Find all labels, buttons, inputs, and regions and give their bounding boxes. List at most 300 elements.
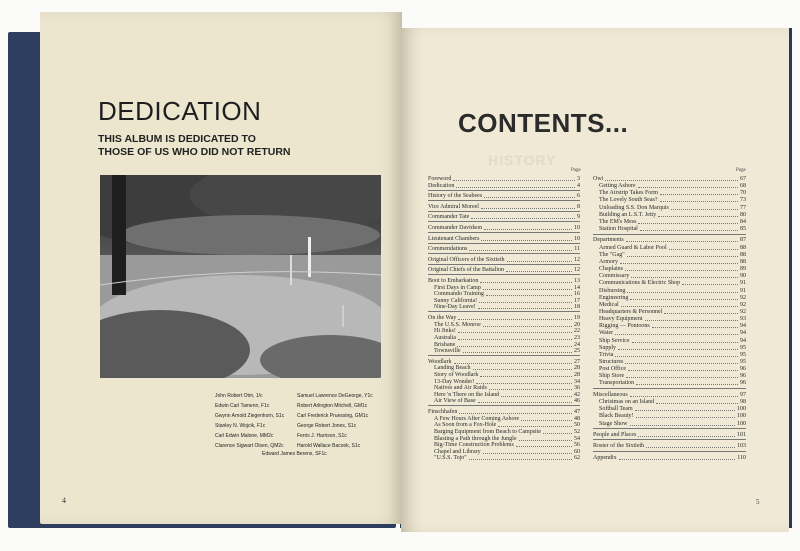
- toc-entry-page: 103: [737, 443, 746, 450]
- toc-entry-page: 92: [740, 301, 746, 308]
- toc-leader-dots: [660, 201, 739, 202]
- toc-entry-title: Departments: [593, 237, 624, 244]
- toc-leader-dots: [625, 270, 738, 271]
- toc-divider: [593, 388, 746, 389]
- toc-leader-dots: [669, 249, 738, 250]
- toc-entry-page: 9: [577, 214, 580, 221]
- toc-entry-title: Unloading S.S. Don Marquis: [599, 204, 669, 211]
- toc-entry-title: Foreword: [428, 176, 452, 182]
- toc-entry-page: 16: [574, 291, 580, 298]
- toc-entry-title: Structures: [599, 359, 624, 366]
- toc-entry-title: 13-Day Wonder!: [434, 378, 475, 385]
- toc-leader-dots: [457, 346, 572, 347]
- toc-entry-page: 101: [737, 431, 746, 438]
- toc-entry: [599, 366, 746, 373]
- memorial-name: Carl Frederick Pruessing, GM1c: [297, 413, 369, 419]
- toc-leader-dots: [620, 263, 738, 264]
- toc-entry-title: People and Places: [593, 431, 637, 438]
- toc-leader-dots: [652, 327, 738, 328]
- toc-entry-page: 96: [740, 380, 746, 387]
- toc-entry-title: Rigging — Pontoons: [599, 323, 650, 330]
- toc-entry: [428, 193, 580, 200]
- toc-leader-dots: [660, 194, 738, 195]
- toc-entry: [599, 421, 746, 428]
- toc-entry: [599, 380, 746, 387]
- toc-entry-title: Christmas on an Island: [599, 399, 655, 406]
- toc-entry-title: Australia: [434, 334, 456, 341]
- toc-entry-title: A Few Hours After Coming Ashore: [434, 415, 520, 422]
- ghost-text: HISTORY: [488, 152, 557, 168]
- toc-entry: [434, 455, 580, 462]
- toc-entry-page: 46: [574, 398, 580, 405]
- toc-entry-page: 97: [740, 391, 746, 398]
- toc-entry-title: "U.S.S. Tojo": [434, 455, 467, 462]
- toc-entry-page: 28: [574, 365, 580, 372]
- toc-entry: [593, 392, 746, 399]
- toc-entry-title: Transportation: [599, 380, 635, 387]
- toc-leader-dots: [498, 426, 572, 427]
- toc-entry-page: 34: [574, 378, 580, 385]
- toc-leader-dots: [486, 295, 572, 296]
- toc-leader-dots: [481, 208, 575, 209]
- toc-entry: [599, 219, 746, 226]
- dedication-subtitle: [98, 133, 318, 159]
- toc-entry: [593, 443, 746, 450]
- toc-entry: [599, 288, 746, 295]
- toc-entry-page: 100: [737, 406, 746, 413]
- toc-entry-page: 95: [740, 359, 746, 366]
- toc-leader-dots: [626, 241, 738, 242]
- toc-entry-title: Post Office: [599, 366, 627, 373]
- toc-entry: [599, 330, 746, 337]
- memorial-name: Samuel Lawrence DeGeorge, Y1c: [297, 393, 373, 399]
- toc-entry-page: 22: [574, 328, 580, 335]
- toc-divider: [428, 232, 580, 233]
- page-number-right: 5: [756, 498, 760, 506]
- toc-entry-page: 93: [740, 316, 746, 323]
- toc-entry-title: Finschhafen: [428, 409, 458, 416]
- toc-entry: [593, 455, 746, 462]
- toc-entry-title: Headquarters & Personnel: [599, 308, 663, 315]
- toc-leader-dots: [521, 420, 572, 421]
- toc-entry-title: Original Chiefs of the Battalion: [428, 267, 504, 274]
- toc-entry-page: 42: [574, 391, 580, 398]
- toc-leader-dots: [656, 403, 738, 404]
- toc-entry-page: 13: [574, 277, 580, 284]
- toc-entry-title: Brisbane: [434, 341, 456, 348]
- toc-entry-title: Appendix: [593, 454, 617, 461]
- toc-entry-page: 96: [740, 373, 746, 380]
- toc-entry-page: 3: [577, 176, 580, 182]
- toc-leader-dots: [454, 363, 572, 364]
- toc-leader-dots: [479, 302, 572, 303]
- toc-entry-title: Landing Beach: [434, 365, 471, 372]
- toc-leader-dots: [458, 319, 572, 320]
- toc-leader-dots: [469, 250, 572, 251]
- toc-entry-page: 12: [574, 267, 580, 274]
- toc-entry-page: 54: [574, 435, 580, 442]
- toc-entry-page: 84: [740, 218, 746, 225]
- toc-entry: [599, 406, 746, 413]
- toc-divider: [428, 200, 580, 201]
- toc-leader-dots: [483, 289, 572, 290]
- toc-entry-page: 89: [740, 266, 746, 273]
- toc-leader-dots: [636, 384, 738, 385]
- toc-entry-title: First Days in Camp: [434, 284, 481, 291]
- toc-entry-title: As Soon from a Fox-Hole: [434, 422, 497, 429]
- toc-entry: [599, 280, 746, 287]
- toc-entry: [599, 359, 746, 366]
- toc-entry-page: 96: [740, 366, 746, 373]
- toc-entry-page: 27: [574, 358, 580, 365]
- toc-leader-dots: [456, 187, 575, 188]
- toc-entry-title: The Lovely South Seas?: [599, 197, 658, 204]
- toc-entry: [428, 236, 580, 243]
- toc-leader-dots: [664, 313, 738, 314]
- toc-entry-title: Disbursing: [599, 287, 626, 294]
- toc-entry-page: 80: [740, 211, 746, 218]
- toc-entry-title: Ship Service: [599, 337, 630, 344]
- toc-entry-page: 18: [574, 304, 580, 311]
- toc-leader-dots: [645, 320, 739, 321]
- toc-entry-title: Commissary: [599, 273, 630, 280]
- toc-entry-title: Lieutenant Chambers: [428, 235, 480, 242]
- toc-entry-page: 48: [574, 415, 580, 422]
- toc-divider: [428, 221, 580, 222]
- toc-entry-page: 77: [740, 204, 746, 211]
- memorial-name: John Robert Otm, 1/c: [215, 393, 263, 399]
- toc-entry-page: 14: [574, 284, 580, 291]
- toc-entry-title: The EM's Mess: [599, 218, 637, 225]
- toc-entry: [428, 183, 580, 190]
- toc-entry-title: Communications & Electric Shop: [599, 280, 681, 287]
- toc-entry-page: 100: [737, 420, 746, 427]
- toc-leader-dots: [632, 342, 739, 343]
- toc-divider: [428, 243, 580, 244]
- toc-leader-dots: [463, 352, 572, 353]
- toc-leader-dots: [636, 417, 736, 418]
- toc-divider: [428, 311, 580, 312]
- toc-entry-title: Armory: [599, 258, 618, 265]
- toc-entry-title: The Airstrip Takes Form: [599, 190, 658, 197]
- toc-entry: [599, 273, 746, 280]
- memorial-name: Stanley N. Wojcik, F1c: [215, 423, 266, 429]
- toc-entry: [599, 226, 746, 233]
- toc-entry-title: Boot to Embarkation: [428, 277, 479, 284]
- toc-entry-page: 36: [574, 385, 580, 392]
- toc-entry-page: 47: [574, 409, 580, 416]
- toc-entry: [428, 267, 580, 274]
- toc-leader-dots: [625, 363, 738, 364]
- toc-entry-page: 92: [740, 294, 746, 301]
- toc-leader-dots: [501, 396, 572, 397]
- memorial-name: George Robert Jones, S1c: [297, 423, 357, 429]
- toc-leader-dots: [682, 284, 738, 285]
- toc-entry-title: Woodlark: [428, 358, 452, 365]
- toc-entry-title: Big-Time Construction Problems: [434, 442, 514, 449]
- toc-leader-dots: [619, 459, 736, 460]
- toc-entry-title: Chaplains: [599, 266, 623, 273]
- dedication-title: DEDICATION: [98, 96, 262, 126]
- toc-divider: [428, 190, 580, 191]
- toc-leader-dots: [543, 433, 572, 434]
- toc-entry: [599, 259, 746, 266]
- toc-entry-page: 4: [577, 182, 580, 189]
- toc-entry-title: Getting Ashore: [599, 183, 636, 190]
- toc-entry-title: Medical: [599, 301, 619, 308]
- toc-divider: [428, 211, 580, 212]
- toc-entry-page: 73: [740, 197, 746, 204]
- toc-leader-dots: [484, 229, 572, 230]
- toc-leader-dots: [473, 369, 573, 370]
- toc-entry: [593, 237, 746, 244]
- toc-entry-page: 60: [574, 448, 580, 455]
- toc-entry: [599, 345, 746, 352]
- toc-leader-dots: [484, 197, 575, 198]
- toc-divider: [593, 428, 746, 429]
- toc-entry: [599, 323, 746, 330]
- toc-entry-title: Dedication: [428, 182, 455, 189]
- toc-leader-dots: [481, 240, 572, 241]
- toc-entry-page: 100: [737, 413, 746, 420]
- toc-entry-page: 52: [574, 428, 580, 435]
- toc-entry: [599, 205, 746, 212]
- toc-leader-dots: [627, 256, 738, 257]
- toc-entry-title: Here 'n There on the Island: [434, 391, 500, 398]
- toc-leader-dots: [630, 425, 736, 426]
- toc-entry-page: 94: [740, 330, 746, 337]
- toc-entry-page: 95: [740, 344, 746, 351]
- toc-leader-dots: [630, 299, 738, 300]
- toc-entry-page: 87: [740, 237, 746, 244]
- toc-leader-dots: [476, 383, 572, 384]
- memorial-photo: [100, 175, 381, 378]
- toc-leader-dots: [638, 223, 738, 224]
- toc-divider: [428, 274, 580, 275]
- memorial-name: Ferris J. Harrison, S1c: [297, 433, 347, 439]
- toc-leader-dots: [478, 402, 572, 403]
- toc-entry-page: 94: [740, 337, 746, 344]
- toc-entry-page: 95: [740, 351, 746, 358]
- toc-entry: [599, 302, 746, 309]
- toc-entry-title: Stage Show: [599, 420, 628, 427]
- toc-entry-page: 50: [574, 422, 580, 429]
- toc-divider: [593, 234, 746, 235]
- toc-entry: [599, 212, 746, 219]
- toc-entry: [599, 352, 746, 359]
- toc-entry-page: 23: [574, 334, 580, 341]
- toc-entry-page: 19: [574, 315, 580, 322]
- toc-leader-dots: [626, 377, 738, 378]
- toc-entry: [428, 225, 580, 232]
- toc-entry-title: Sunny California!: [434, 297, 478, 304]
- toc-entry-title: Softball Team: [599, 406, 633, 413]
- toc-leader-dots: [627, 292, 738, 293]
- toc-entry-title: Original Officers of the Sixtieth: [428, 256, 505, 263]
- memorial-name: Harold Wallace Bacook, S1c: [297, 443, 361, 449]
- toc-entry: [599, 338, 746, 345]
- toc-leader-dots: [483, 326, 572, 327]
- toc-leader-dots: [458, 339, 572, 340]
- toc-leader-dots: [631, 277, 738, 278]
- toc-leader-dots: [615, 356, 738, 357]
- toc-entry: [599, 266, 746, 273]
- toc-leader-dots: [630, 396, 738, 397]
- toc-divider: [593, 451, 746, 452]
- toc-entry-page: 91: [740, 280, 746, 287]
- page-column-label: Page: [571, 168, 581, 173]
- toc-entry: [428, 204, 580, 211]
- toc-entry-title: Owi: [593, 176, 604, 182]
- toc-entry-page: 68: [740, 183, 746, 190]
- toc-leader-dots: [621, 306, 738, 307]
- toc-entry: [599, 316, 746, 323]
- toc-entry-page: 88: [740, 251, 746, 258]
- toc-leader-dots: [638, 436, 735, 437]
- toc-leader-dots: [635, 410, 735, 411]
- page-number-left: 4: [62, 496, 66, 505]
- memorial-name: Gwynn Arnold Ziegenhorn, S1c: [215, 413, 285, 419]
- toc-divider: [428, 264, 580, 265]
- toc-leader-dots: [671, 209, 738, 210]
- toc-leader-dots: [605, 180, 738, 181]
- toc-entry-page: 110: [737, 454, 746, 461]
- toc-entry-title: Heavy Equipment: [599, 316, 643, 323]
- toc-leader-dots: [628, 370, 738, 371]
- toc-entry: [434, 398, 580, 405]
- toc-entry-title: The U.S.S. Monroe: [434, 321, 481, 328]
- toc-leader-dots: [458, 332, 572, 333]
- toc-entry-title: Townsville: [434, 348, 461, 355]
- toc-entry-title: Water: [599, 330, 614, 337]
- toc-entry-title: Natives and Air Raids: [434, 385, 487, 392]
- memorial-name: Edwin Carl Tamenn, F1c: [215, 403, 270, 409]
- toc-entry-title: Trivia: [599, 351, 614, 358]
- toc-leader-dots: [615, 334, 738, 335]
- toc-leader-dots: [480, 376, 572, 377]
- memorial-name: Edward James Berens, SF1c: [262, 451, 327, 457]
- toc-entry-page: 85: [740, 226, 746, 233]
- toc-entry: [428, 214, 580, 221]
- toc-entry-title: The "Gag": [599, 251, 625, 258]
- toc-leader-dots: [507, 261, 572, 262]
- toc-entry: [599, 183, 746, 190]
- toc-leader-dots: [469, 459, 572, 460]
- memorial-name: Carl Edwin Malone, MM2c: [215, 433, 274, 439]
- toc-entry: [599, 245, 746, 252]
- toc-entry: [434, 304, 580, 311]
- toc-entry: [599, 373, 746, 380]
- toc-leader-dots: [658, 216, 738, 217]
- toc-entry-title: Miscellaneous: [593, 391, 628, 398]
- toc-entry: [428, 246, 580, 253]
- toc-entry-page: 90: [740, 273, 746, 280]
- toc-leader-dots: [516, 446, 572, 447]
- toc-entry-page: 67: [740, 176, 746, 182]
- toc-entry-title: History of the Seabees: [428, 193, 483, 200]
- toc-divider: [428, 253, 580, 254]
- toc-entry-page: 17: [574, 297, 580, 304]
- toc-entry-title: Barging Equipment from Beach to Campsite: [434, 428, 542, 435]
- toc-leader-dots: [480, 282, 572, 283]
- toc-divider: [428, 405, 580, 406]
- toc-leader-dots: [453, 180, 575, 181]
- toc-entry-title: Blasting a Path through the Jungle: [434, 435, 517, 442]
- toc-entry-page: 91: [740, 287, 746, 294]
- toc-leader-dots: [638, 187, 739, 188]
- toc-leader-dots: [459, 413, 572, 414]
- toc-entry-title: Commendations: [428, 246, 468, 253]
- toc-entry-title: Chapel and Library: [434, 448, 481, 455]
- toc-entry: [599, 309, 746, 316]
- toc-entry: [599, 190, 746, 197]
- toc-entry-page: 92: [740, 308, 746, 315]
- toc-entry-page: 10: [574, 235, 580, 242]
- toc-leader-dots: [471, 218, 575, 219]
- toc-entry-page: 8: [577, 203, 580, 210]
- dedication-subtitle-line1: THIS ALBUM IS DEDICATED TO: [98, 133, 256, 145]
- toc-entry-page: 25: [574, 348, 580, 355]
- toc-entry: [599, 197, 746, 204]
- toc-entry-page: 28: [574, 371, 580, 378]
- toc-entry-page: 11: [574, 246, 580, 253]
- toc-entry-page: 12: [574, 256, 580, 263]
- toc-entry-title: Building an L.S.T. Jetty: [599, 211, 657, 218]
- toc-entry: [599, 413, 746, 420]
- toc-entry-title: On the Way: [428, 315, 457, 322]
- toc-leader-dots: [618, 349, 738, 350]
- toc-entry: [599, 252, 746, 259]
- toc-entry-title: Supply: [599, 344, 617, 351]
- toc-entry-title: Ship Store: [599, 373, 625, 380]
- toc-entry-page: 88: [740, 258, 746, 265]
- toc-leader-dots: [506, 271, 572, 272]
- toc-entry-title: Black Beauty!: [599, 413, 634, 420]
- toc-entry: [434, 348, 580, 355]
- toc-entry: [593, 432, 746, 439]
- toc-entry-title: Vice Admiral Moreel: [428, 203, 479, 210]
- toc-entry-title: Commando Training: [434, 291, 484, 298]
- toc-entry-page: 70: [740, 190, 746, 197]
- toc-entry-title: Station Hospital: [599, 226, 638, 233]
- toc-entry-title: Story of Woodlark: [434, 371, 479, 378]
- toc-leader-dots: [489, 389, 572, 390]
- memorial-name: Robert Arlington Mitchell, GM1c: [297, 403, 368, 409]
- toc-entry-title: Roster of the Sixtieth: [593, 443, 645, 450]
- toc-entry-page: 62: [574, 455, 580, 462]
- toc-entry-page: 98: [740, 399, 746, 406]
- toc-entry: [593, 176, 746, 183]
- toc-divider: [428, 355, 580, 356]
- toc-entry-page: 94: [740, 323, 746, 330]
- dedication-subtitle-line2: THOSE OF US WHO DID NOT RETURN: [98, 146, 291, 158]
- toc-entry-title: Air View of Base: [434, 398, 476, 405]
- toc-leader-dots: [646, 447, 735, 448]
- page-column-label: Page: [736, 168, 746, 173]
- toc-entry-page: 6: [577, 193, 580, 200]
- toc-entry-page: 10: [574, 224, 580, 231]
- toc-entry-title: Commander Tate: [428, 214, 470, 221]
- toc-entry: [428, 257, 580, 264]
- toc-entry-title: Commander Davidson: [428, 224, 483, 231]
- memorial-name: Clarence Sigwart Olsen, QM2c: [215, 443, 284, 449]
- toc-entry-title: Hi Jinks!: [434, 328, 456, 335]
- toc-entry-title: Engineering: [599, 294, 629, 301]
- toc-entry-title: Nine-Day Leave!: [434, 304, 476, 311]
- toc-leader-dots: [478, 308, 572, 309]
- toc-leader-dots: [640, 230, 738, 231]
- toc-entry-page: 88: [740, 244, 746, 251]
